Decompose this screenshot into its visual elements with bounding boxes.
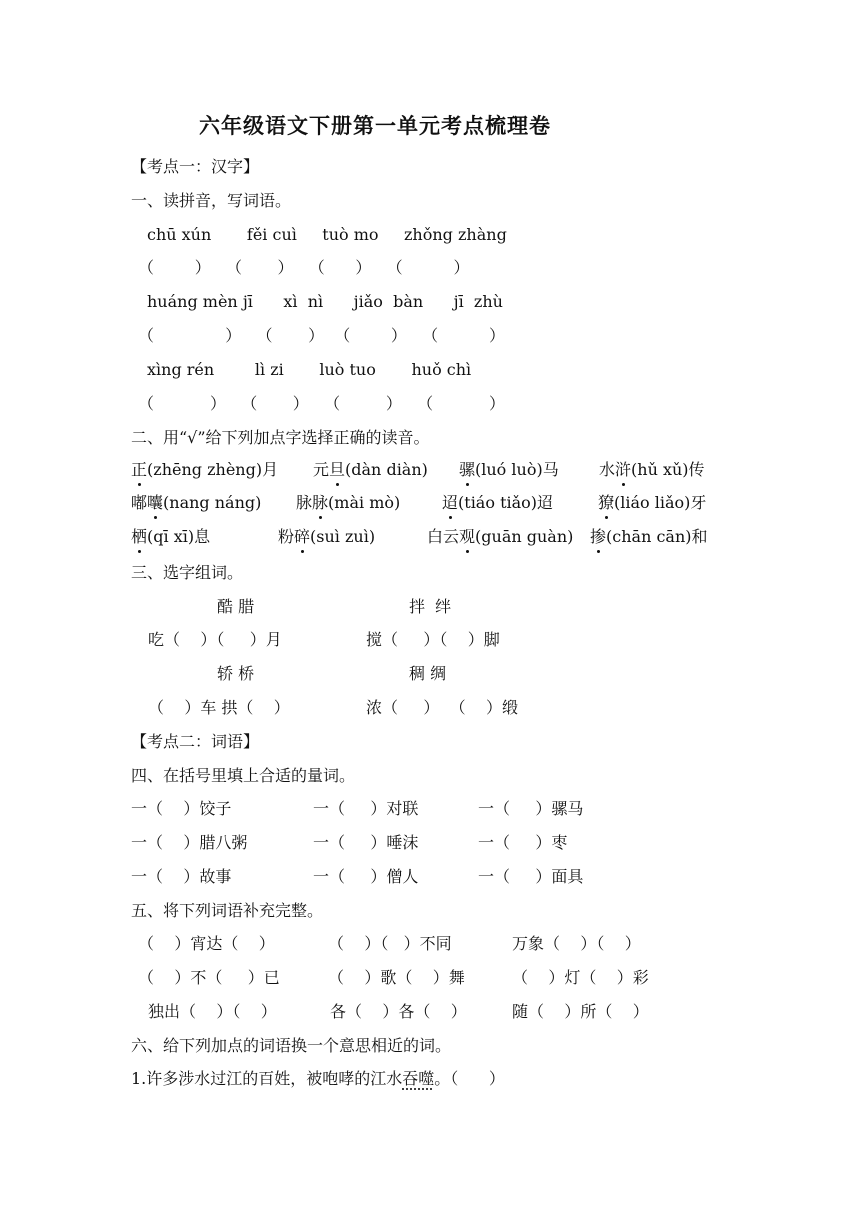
answer-blank: 。（ ） (434, 1069, 505, 1088)
question-heading: 六、给下列加点的词语换一个意思相近的词。 (131, 1036, 452, 1055)
word-blanks: 吃（ ）（ ）月 (148, 630, 282, 649)
word-blanks: 浓（ ） （ ）缎 (366, 698, 518, 717)
pinyin-options: (liáo liǎo)牙 (614, 493, 707, 512)
pinyin-row: chū xún fěi cuì tuò mo zhǒng zhàng (147, 225, 507, 244)
reading-choice (442, 493, 553, 513)
plain-text: 粉 (278, 527, 295, 546)
synonym-item (131, 1069, 505, 1089)
plain-text: 水 (599, 460, 616, 479)
measure-word-item: 一（ ）腊八粥 (131, 833, 248, 852)
idiom-item: 万象（ ）（ ） (512, 934, 641, 953)
section-heading: 【考点一：汉字】 (131, 157, 260, 176)
dotted-char: 旦 (329, 460, 346, 479)
dotted-char: 迢 (442, 493, 459, 512)
dotted-char: 碎 (294, 527, 311, 546)
dotted-char: 观 (459, 527, 476, 546)
char-pair: 酷 腊 (217, 597, 255, 616)
idiom-item: 随（ ）所（ ） (512, 1002, 649, 1021)
pinyin-options: (zhēng zhèng)月 (147, 460, 279, 479)
question-heading: 五、将下列词语补充完整。 (131, 901, 324, 920)
word-blanks: （ ）车 拱（ ） (148, 698, 290, 717)
answer-blanks: （ ） （ ） （ ） （ ） (138, 326, 506, 345)
page-title: 六年级语文下册第一单元考点梳理卷 (199, 114, 551, 138)
dotted-char: 掺 (590, 527, 607, 546)
measure-word-item: 一（ ）对联 (313, 799, 419, 818)
idiom-item: （ ）宵达（ ） (138, 934, 275, 953)
pinyin-options: (luó luò)马 (475, 460, 559, 479)
reading-choice (427, 527, 573, 547)
pinyin-options: (mài mò) (328, 493, 401, 512)
plain-text: 白云 (427, 527, 460, 546)
measure-word-item: 一（ ）面具 (478, 867, 584, 886)
pinyin-options: (qī xī)息 (147, 527, 211, 546)
dotted-char: 囔 (147, 493, 164, 512)
pinyin-options: (chān cān)和 (606, 527, 708, 546)
idiom-item: 各（ ）各（ ） (330, 1002, 467, 1021)
measure-word-item: 一（ ）故事 (131, 867, 232, 886)
dotted-char: 獠 (598, 493, 615, 512)
question-heading: 一、读拼音，写词语。 (131, 191, 292, 210)
reading-choice (278, 527, 375, 547)
reading-choice (131, 527, 210, 547)
question-heading: 三、选字组词。 (131, 563, 244, 582)
pinyin-options: (hǔ xǔ)传 (631, 460, 705, 479)
idiom-item: （ ）灯（ ）彩 (512, 968, 649, 987)
pinyin-options: (guān guàn) (475, 527, 574, 546)
dotted-char: 浒 (615, 460, 632, 479)
pinyin-options: (dàn diàn) (345, 460, 428, 479)
char-pair: 稠 绸 (409, 664, 447, 683)
reading-choice (459, 460, 559, 480)
reading-choice (131, 460, 278, 480)
question-heading: 四、在括号里填上合适的量词。 (131, 766, 356, 785)
dotted-word: 吞噬 (402, 1069, 435, 1088)
idiom-item: （ ）歌（ ）舞 (328, 968, 465, 987)
char-pair: 轿 桥 (217, 664, 255, 683)
char-pair: 拌 绊 (409, 597, 452, 616)
dotted-char: 脉 (312, 493, 329, 512)
pinyin-options: (suì zuì) (310, 527, 376, 546)
measure-word-item: 一（ ）僧人 (313, 867, 419, 886)
question-heading: 二、用“√”给下列加点字选择正确的读音。 (131, 428, 430, 447)
answer-blanks: （ ） （ ） （ ） （ ） (138, 394, 506, 413)
word-blanks: 搅（ ）（ ）脚 (366, 630, 500, 649)
reading-choice (313, 460, 428, 480)
measure-word-item: 一（ ）骡马 (478, 799, 584, 818)
reading-choice (599, 460, 705, 480)
pinyin-row: huáng mèn jī xì nì jiǎo bàn jī zhù (147, 292, 503, 311)
sentence-text: 1.许多涉水过江的百姓，被咆哮的江水 (131, 1069, 403, 1088)
reading-choice (296, 493, 400, 513)
idiom-item: （ ）（ ）不同 (328, 934, 452, 953)
reading-choice (590, 527, 708, 547)
section-heading: 【考点二：词语】 (131, 732, 260, 751)
dotted-char: 正 (131, 460, 148, 479)
reading-choice (598, 493, 706, 513)
measure-word-item: 一（ ）饺子 (131, 799, 232, 818)
idiom-item: （ ）不（ ）已 (138, 968, 280, 987)
idiom-item: 独出（ ）（ ） (148, 1002, 277, 1021)
measure-word-item: 一（ ）唾沫 (313, 833, 419, 852)
pinyin-row: xìng rén lì zi luò tuo huǒ chì (147, 360, 472, 379)
plain-text: 嘟 (131, 493, 148, 512)
answer-blanks: （ ） （ ） （ ） （ ） (138, 258, 470, 277)
dotted-char: 栖 (131, 527, 148, 546)
pinyin-options: (nang náng) (163, 493, 262, 512)
plain-text: 脉 (296, 493, 313, 512)
pinyin-options: (tiáo tiǎo)迢 (458, 493, 554, 512)
dotted-char: 骡 (459, 460, 476, 479)
measure-word-item: 一（ ）枣 (478, 833, 568, 852)
plain-text: 元 (313, 460, 330, 479)
reading-choice (131, 493, 261, 513)
